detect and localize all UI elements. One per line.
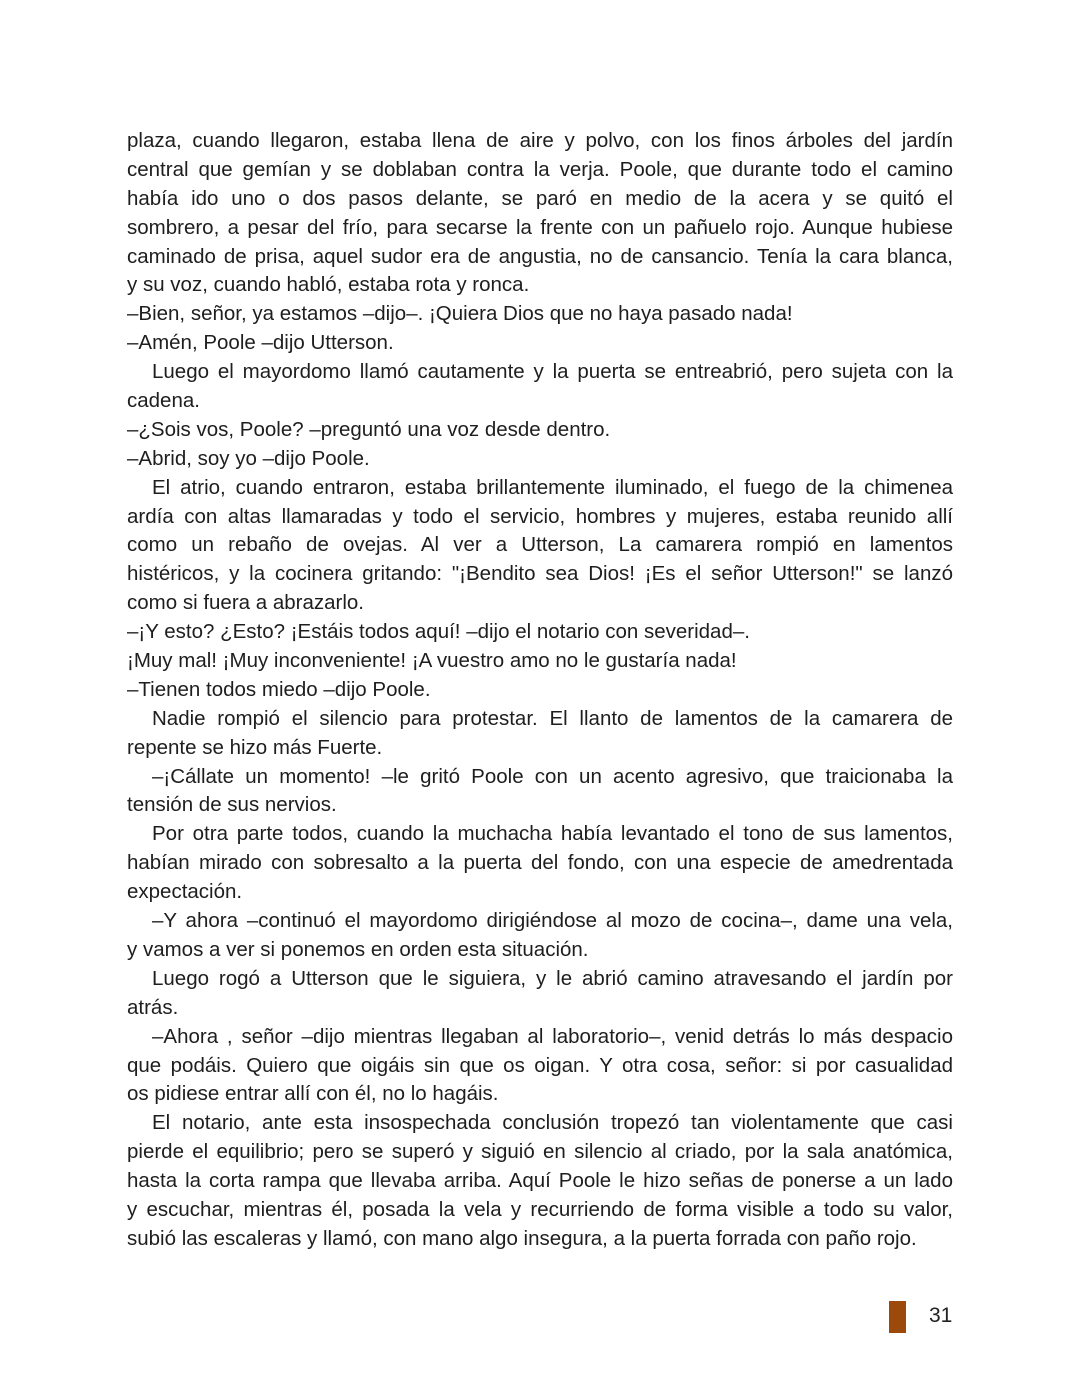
text-line: y vamos a ver si ponemos en orden esta situación. bbox=[127, 937, 589, 961]
text-line: ardía con altas llamaradas y todo el servicio, hombres y mujeres, estaba reunido allí bbox=[127, 504, 953, 528]
text-line: central que gemían y se doblaban contra la verja. Poole, que durante todo el camino bbox=[127, 157, 953, 181]
paragraph bbox=[127, 1023, 953, 1110]
paragraph bbox=[127, 416, 953, 445]
paragraph bbox=[127, 445, 953, 474]
paragraph bbox=[127, 474, 953, 618]
text-line: y su voz, cuando habló, estaba rota y ronca. bbox=[127, 273, 530, 297]
text-line: Luego el mayordomo llamó cautamente y la puerta se entreabrió, pero sujeta con la bbox=[152, 360, 953, 384]
text-line: plaza, cuando llegaron, estaba llena de aire y polvo, con los finos árboles del jardín bbox=[127, 129, 953, 152]
text-line: –Ahora , señor –dijo mientras llegaban al laboratorio–, venid detrás lo más despacio bbox=[152, 1024, 953, 1048]
text-line: –Tienen todos miedo –dijo Poole. bbox=[127, 677, 431, 701]
text-line: cadena. bbox=[127, 389, 200, 413]
text-line: que podáis. Quiero que oigáis sin que os oigan. Y otra cosa, señor: si por casualidad bbox=[127, 1053, 953, 1077]
text-line: histéricos, y la cocinera gritando: "¡Bendito sea Dios! ¡Es el señor Utterson!" se lanzó bbox=[127, 562, 953, 586]
paragraph bbox=[127, 907, 953, 965]
text-line: pierde el equilibrio; pero se superó y siguió en silencio al criado, por la sala anatómica, bbox=[127, 1140, 953, 1164]
text-line: subió las escaleras y llamó, con mano algo insegura, a la puerta forrada con paño rojo. bbox=[127, 1226, 917, 1250]
text-line: y escuchar, mientras él, posada la vela y recurriendo de forma visible a todo su valor, bbox=[127, 1197, 953, 1221]
text-line: sombrero, a pesar del frío, para secarse la frente con un pañuelo rojo. Aunque hubiese bbox=[127, 215, 953, 239]
text-line: El atrio, cuando entraron, estaba brillantemente iluminado, el fuego de la chimenea bbox=[152, 475, 953, 499]
paragraph bbox=[127, 127, 953, 300]
text-line: como un rebaño de ovejas. Al ver a Utterson, La camarera rompió en lamentos bbox=[127, 533, 953, 557]
paragraph bbox=[127, 965, 953, 1023]
paragraph bbox=[127, 647, 953, 676]
text-line: había ido uno o dos pasos delante, se paró en medio de la acera y se quitó el bbox=[127, 186, 953, 210]
text-line: Nadie rompió el silencio para protestar. El llanto de lamentos de la camarera de bbox=[152, 706, 953, 730]
text-line: caminado de prisa, aquel sudor era de angustia, no de cansancio. Tenía la cara blanca, bbox=[127, 244, 953, 268]
paragraph bbox=[127, 618, 953, 647]
text-line: El notario, ante esta insospechada conclusión tropezó tan violentamente que casi bbox=[152, 1111, 953, 1135]
text-line: expectación. bbox=[127, 880, 243, 904]
page-marker-bar bbox=[889, 1301, 906, 1333]
page-body-text bbox=[127, 127, 953, 1254]
paragraph bbox=[127, 329, 953, 358]
page-number: 31 bbox=[929, 1304, 953, 1327]
text-line: como si fuera a abrazarlo. bbox=[127, 591, 365, 615]
text-line: tensión de sus nervios. bbox=[127, 793, 337, 817]
text-line: –¡Cállate un momento! –le gritó Poole con un acento agresivo, que traicionaba la bbox=[152, 764, 953, 788]
paragraph bbox=[127, 820, 953, 907]
text-line: –¡Y esto? ¿Esto? ¡Estáis todos aquí! –dijo el notario con severidad–. bbox=[127, 620, 750, 644]
text-line: repente se hizo más Fuerte. bbox=[127, 735, 383, 759]
text-line: –Bien, señor, ya estamos –dijo–. ¡Quiera Dios que no haya pasado nada! bbox=[127, 302, 793, 326]
paragraph bbox=[127, 705, 953, 763]
text-line: habían mirado con sobresalto a la puerta del fondo, con una especie de amedrentada bbox=[127, 851, 953, 875]
text-line: Luego rogó a Utterson que le siguiera, y le abrió camino atravesando el jardín por bbox=[152, 966, 953, 990]
paragraph bbox=[127, 358, 953, 416]
text-line: –¿Sois vos, Poole? –preguntó una voz desde dentro. bbox=[127, 417, 611, 441]
text-line: –Y ahora –continuó el mayordomo dirigiéndose al mozo de cocina–, dame una vela, bbox=[152, 909, 953, 933]
text-line: –Abrid, soy yo –dijo Poole. bbox=[127, 446, 370, 470]
paragraph bbox=[127, 763, 953, 821]
text-line: ¡Muy mal! ¡Muy inconveniente! ¡A vuestro amo no le gustaría nada! bbox=[127, 649, 737, 673]
text-line: –Amén, Poole –dijo Utterson. bbox=[127, 331, 394, 355]
text-line: os pidiese entrar allí con él, no lo hagáis. bbox=[127, 1082, 499, 1106]
paragraph bbox=[127, 300, 953, 329]
paragraph bbox=[127, 1109, 953, 1253]
text-line: Por otra parte todos, cuando la muchacha había levantado el tono de sus lamentos, bbox=[152, 822, 953, 846]
paragraph bbox=[127, 676, 953, 705]
text-line: atrás. bbox=[127, 995, 179, 1019]
text-line: hasta la corta rampa que llevaba arriba. Aquí Poole le hizo señas de ponerse a un lado bbox=[127, 1169, 953, 1193]
